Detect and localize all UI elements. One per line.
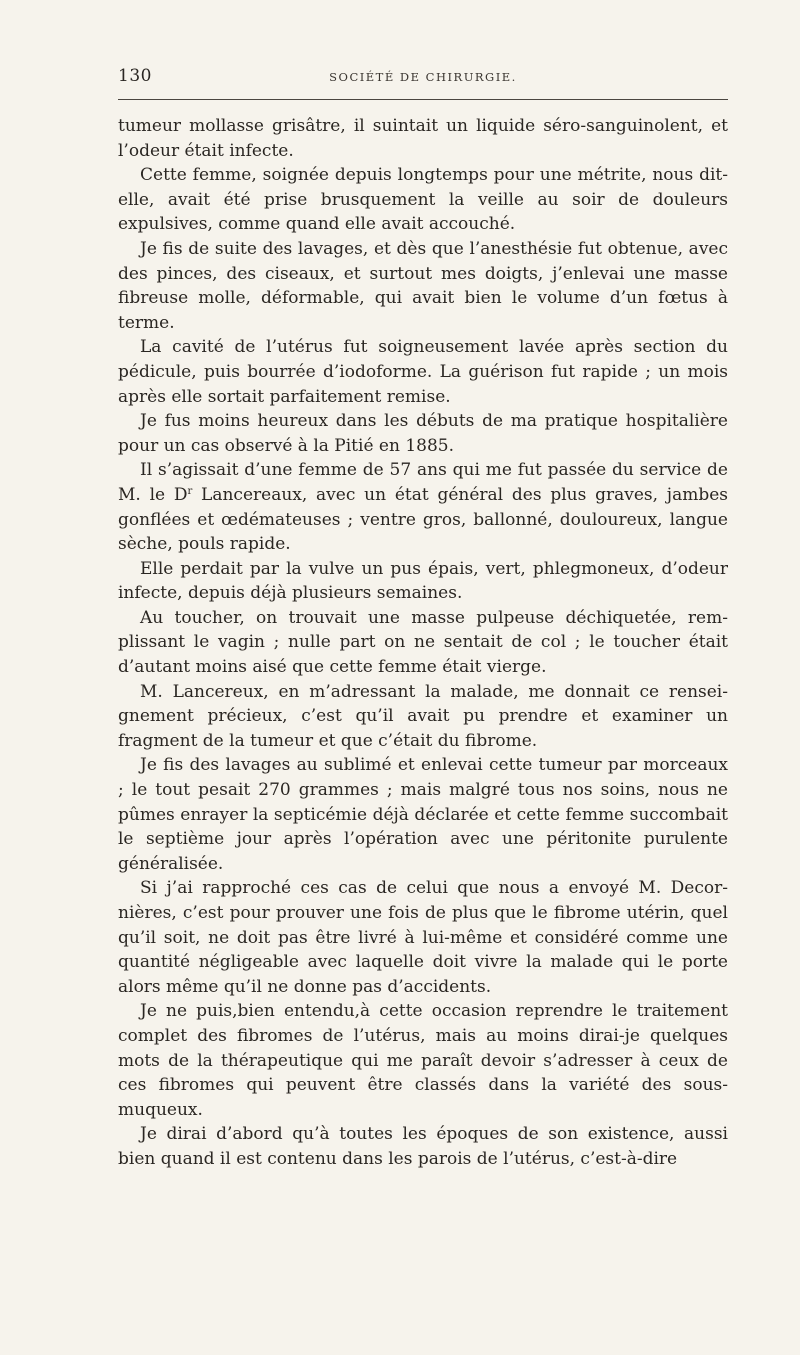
running-title: SOCIÉTÉ DE CHIRURGIE. <box>329 70 517 84</box>
page-header <box>118 66 728 92</box>
paragraph-7: Elle perdait par la vulve un pus épais, vert, phlegmoneux, d’odeur infecte, depuis déjà plusieurs semaines. <box>118 558 728 604</box>
paragraph-4: La cavité de l’utérus fut soigneusement lavée après section du pédicule, puis bourrée d’iodoforme. La guérison fut rapide ; un mois après elle sortait parfaitement remise. <box>118 337 728 407</box>
paragraph-10: Je fis des lavages au sublimé et enlevai cette tumeur par morceaux ; le tout pesait 270 grammes ; mais malgré tous nos soins, nous ne pûmes enrayer la septicémie déjà déclarée et cette femme succombait le septième jour après l’opération avec une péritonite purulente généralisée. <box>118 755 728 874</box>
body-text <box>118 114 728 1172</box>
paragraph-13: Je dirai d’abord qu’à toutes les époques de son existence, aussi bien quand il est contenu dans les parois de l’utérus, c’est-à-dire <box>118 1124 728 1169</box>
paragraph-12: Je ne puis,bien entendu,à cette occasion reprendre le traitement complet des fibromes de l’utérus, mais au moins dirai-je quelques mots de la thérapeutique qui me paraît devoir s’adresser à ceux de ces fibromes qui peuvent être classés dans la variété des sousmuqueux. <box>118 1001 728 1120</box>
paragraph-6 <box>118 458 728 556</box>
paragraph-6-part-2: Lancereaux, avec un état général des plus graves, jambes gonflées et œdémateuses ; ventre gros, ballonné, douloureux, langue sèche, pouls rapide. <box>118 484 728 555</box>
header-rule <box>118 99 728 100</box>
paragraph-2: Cette femme, soignée depuis longtemps pour une métrite, nous dit-elle, avait été prise brusquement la veille au soir de douleurs expulsives, comme quand elle avait accouché. <box>118 165 728 235</box>
paragraph-6-part-1: Il s’agissait d’une femme de 57 ans qui me fut passée du service de M. le D <box>118 460 728 505</box>
paragraph-5: Je fus moins heureux dans les débuts de ma pratique hospitalière pour un cas observé à la Pitié en 1885. <box>118 411 728 456</box>
paragraph-9: M. Lancereux, en m’adressant la malade, me donnait ce renseignement précieux, c’est qu’il avait pu prendre et examiner un fragment de la tumeur et que c’était du fibrome. <box>118 681 728 751</box>
paragraph-11: Si j’ai rapproché ces cas de celui que nous a envoyé M. Decornières, c’est pour prouver une fois de plus que le fibrome utérin, quel qu’il soit, ne doit pas être livré à lui-même et considéré comme une quantité négligeable avec laquelle doit vivre la malade qui le porte alors même qu’il ne donne pas d’accidents. <box>118 878 728 997</box>
paragraph-1: tumeur mollasse grisâtre, il suintait un liquide séro-sanguinolent, et l’odeur était infecte. <box>118 116 728 161</box>
paragraph-8: Au toucher, on trouvait une masse pulpeuse déchiquetée, remplissant le vagin ; nulle part on ne sentait de col ; le toucher était d’autant moins aisé que cette femme était vierge. <box>118 607 728 678</box>
superscript-r: r <box>187 485 193 497</box>
paragraph-3: Je fis de suite des lavages, et dès que l’anesthésie fut obtenue, avec des pinces, des ciseaux, et surtout mes doigts, j’enlevai une masse fibreuse molle, déformable, qui avait bien le volume d’un fœtus à terme. <box>118 238 728 333</box>
page-number: 130 <box>118 66 152 86</box>
